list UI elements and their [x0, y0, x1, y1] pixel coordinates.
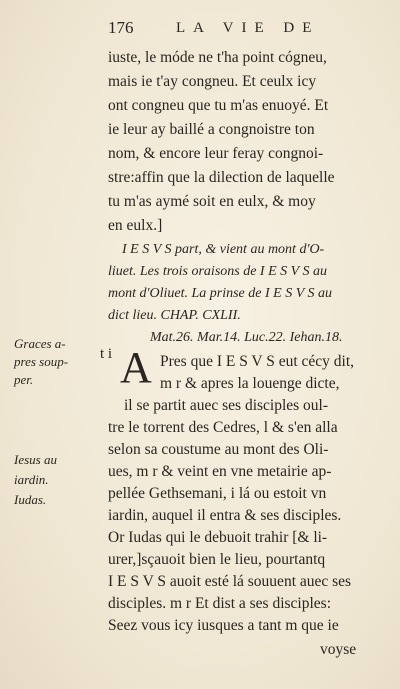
drop-cap: A	[120, 343, 152, 392]
running-head: LA VIE DE	[176, 20, 320, 36]
text-line: ie leur ay baillé a congnoistre ton	[108, 121, 315, 138]
margin-note: Iudas.	[14, 492, 47, 507]
text-line: nom, & encore leur feray congnoi-	[108, 145, 324, 162]
margin-note: iardin.	[14, 472, 49, 487]
text-line: I E S V S auoit esté lá souuent auec ses	[108, 573, 352, 590]
text-line: il se partit auec ses disciples oul-	[124, 397, 329, 414]
text-line: mais ie t'ay congneu. Et ceulx icy	[108, 73, 317, 90]
text-line: m r & apres la louenge dicte,	[160, 375, 340, 392]
margin-note: Graces a-	[14, 336, 66, 351]
catchword: voyse	[320, 641, 357, 658]
text-line: ont congneu que tu m'as enuoyé. Et	[108, 97, 329, 114]
gospel-references: Mat.26. Mar.14. Luc.22. Iehan.18.	[150, 330, 343, 345]
text-line: tre le torrent des Cedres, l & s'en alla	[108, 419, 338, 436]
text-line: disciples. m r Et dist a ses disciples:	[108, 595, 332, 612]
chapter-heading: dict lieu. CHAP. CXLII.	[108, 308, 241, 323]
chapter-summary-line: I E S V S part, & vient au mont d'O-	[122, 242, 325, 257]
text-line: Seez vous icy iusques a tant m que ie	[108, 617, 339, 634]
reference-mark: t i	[100, 346, 113, 362]
text-line: Or Iudas qui le debuoit trahir [& li-	[108, 529, 328, 546]
text-line: iuste, le móde ne t'ha point cógneu,	[108, 49, 327, 66]
text-line: tu m'as aymé soit en eulx, & moy	[108, 193, 316, 210]
text-line: en eulx.]	[108, 217, 163, 234]
chapter-summary-line: mont d'Oliuet. La prinse de I E S V S au	[108, 286, 332, 301]
page-header	[106, 18, 396, 42]
text-line: Pres que I E S V S eut cécy dit,	[160, 353, 355, 370]
chapter-summary-line: liuet. Les trois oraisons de I E S V S au	[108, 264, 327, 279]
text-line: stre:affin que la dilection de laquelle	[108, 169, 335, 186]
text-line: urer,]sçauoit bien le lieu, pourtantq	[108, 551, 326, 568]
page-number: 176	[108, 18, 134, 37]
text-line: ues, m r & veint en vne metairie ap-	[108, 463, 332, 480]
text-line: iardin, auquel il entra & ses disciples.	[108, 507, 342, 524]
text-line: pellée Gethsemani, i lá ou estoit vn	[108, 485, 327, 502]
text-line: selon sa coustume au mont des Oli-	[108, 441, 329, 458]
margin-note: per.	[14, 372, 34, 387]
margin-note: Iesus au	[14, 452, 57, 467]
margin-note: pres soup-	[14, 354, 69, 369]
